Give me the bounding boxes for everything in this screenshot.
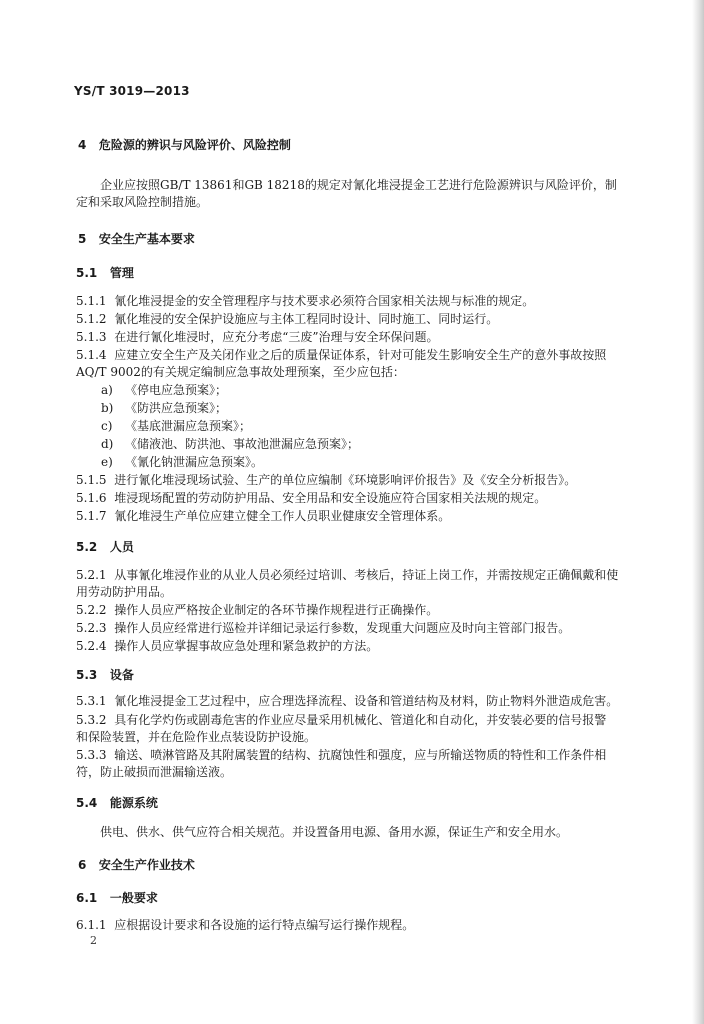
clause-5-1-4-line-1 — [76, 348, 606, 363]
clause-text: 应建立安全生产及关闭作业之后的质量保证体系，针对可能发生影响安全生产的意外事故按照 — [114, 348, 607, 362]
clause-text: 操作人员应经常进行巡检并详细记录运行参数，发现重大问题应及时向主管部门报告。 — [114, 621, 571, 635]
clause-6-1-1 — [76, 918, 414, 933]
section-title: 危险源的辨识与风险评价、风险控制 — [98, 138, 291, 152]
section-number: 5.3 — [76, 668, 98, 682]
clause-5-2-1-line-1 — [76, 568, 618, 583]
clause-5-2-4 — [76, 639, 378, 654]
section-5-heading — [78, 232, 195, 247]
clause-5-2-3 — [76, 621, 570, 636]
section-title: 人员 — [109, 540, 134, 554]
paragraph-5-4: 供电、供水、供气应符合相关规范。并设置备用电源、备用水源，保证生产和安全用水。 — [100, 825, 569, 839]
list-item-text: 《基底泄漏应急预案》； — [125, 419, 252, 433]
section-number: 5.1 — [76, 266, 98, 280]
section-5-3-heading — [76, 668, 134, 683]
list-item-text: 《停电应急预案》； — [125, 383, 228, 397]
clause-number: 5.2.3 — [76, 621, 107, 635]
clause-number: 5.1.7 — [76, 509, 107, 523]
standard-code-header: YS/T 3019—2013 — [74, 84, 190, 98]
clause-number: 5.1.6 — [76, 491, 107, 505]
clause-text: 操作人员应掌握事故应急处理和紧急救护的方法。 — [114, 639, 379, 653]
clause-5-3-2-line-1 — [76, 713, 606, 728]
clause-number: 5.3.1 — [76, 694, 107, 708]
clause-number: 5.1.3 — [76, 330, 107, 344]
clause-number: 5.1.1 — [76, 294, 107, 308]
section-number: 5.4 — [76, 796, 98, 810]
clause-5-3-2-line-2: 和保险装置，并在危险作业点装设防护设施。 — [76, 730, 317, 744]
list-item-text: 《氰化钠泄漏应急预案》。 — [125, 455, 264, 469]
clause-text: 从事氰化堆浸作业的从业人员必须经过培训、考核后，持证上岗工作，并需按规定正确佩戴和使 — [114, 568, 619, 582]
clause-text: 具有化学灼伤或剧毒危害的作业应尽量采用机械化、管道化和自动化，并安装必要的信号报警 — [114, 713, 607, 727]
clause-5-1-1 — [76, 294, 534, 309]
clause-number: 5.2.4 — [76, 639, 107, 653]
paragraph-4-line-2: 定和采取风险控制措施。 — [76, 195, 209, 209]
clause-number: 5.1.2 — [76, 312, 107, 326]
clause-5-3-1 — [76, 694, 618, 709]
section-number: 6 — [78, 858, 87, 872]
section-number: 4 — [78, 138, 87, 152]
list-item — [101, 401, 227, 416]
section-5-4-heading — [76, 796, 158, 811]
clause-text: 在进行氰化堆浸时，应充分考虑“三废”治理与安全环保问题。 — [114, 330, 439, 344]
clause-5-1-2 — [76, 312, 498, 327]
section-title: 设备 — [109, 668, 134, 682]
section-number: 5 — [78, 232, 87, 246]
clause-5-1-6 — [76, 491, 546, 506]
list-item-text: 《储液池、防洪池、事故池泄漏应急预案》； — [125, 437, 360, 451]
clause-5-3-3-line-2: 符，防止破损而泄漏输送液。 — [76, 765, 233, 779]
clause-5-1-7 — [76, 509, 450, 524]
clause-5-2-2 — [76, 603, 438, 618]
page-number: 2 — [90, 934, 97, 947]
clause-number: 5.2.2 — [76, 603, 107, 617]
section-number: 6.1 — [76, 891, 98, 905]
section-title: 能源系统 — [109, 796, 158, 810]
section-6-1-heading — [76, 891, 158, 906]
section-5-2-heading — [76, 540, 134, 555]
clause-text: 操作人员应严格按企业制定的各环节操作规程进行正确操作。 — [114, 603, 439, 617]
clause-number: 6.1.1 — [76, 918, 107, 932]
clause-number: 5.1.5 — [76, 473, 107, 487]
list-marker: b) — [101, 401, 114, 415]
paragraph-4-line-1: 企业应按照GB/T 13861和GB 18218的规定对氰化堆浸提金工艺进行危险源辨识与风险评价，制 — [100, 178, 617, 192]
clause-text: 氰化堆浸的安全保护设施应与主体工程同时设计、同时施工、同时运行。 — [114, 312, 499, 326]
list-marker: c) — [101, 419, 113, 433]
section-6-heading — [78, 858, 195, 873]
clause-5-2-1-line-2: 用劳动防护用品。 — [76, 585, 173, 599]
clause-text: 输送、喷淋管路及其附属装置的结构、抗腐蚀性和强度，应与所输送物质的特性和工作条件相 — [114, 748, 607, 762]
clause-text: 氰化堆浸生产单位应建立健全工作人员职业健康安全管理体系。 — [114, 509, 451, 523]
list-item — [101, 455, 263, 470]
clause-number: 5.3.2 — [76, 713, 107, 727]
clause-5-1-4-line-2: AQ/T 9002的有关规定编制应急事故处理预案，至少应包括： — [76, 365, 405, 379]
list-item-text: 《防洪应急预案》； — [125, 401, 228, 415]
clause-5-1-3 — [76, 330, 438, 345]
list-marker: d) — [101, 437, 114, 451]
section-title: 管理 — [109, 266, 134, 280]
section-number: 5.2 — [76, 540, 98, 554]
section-4-heading — [78, 138, 291, 153]
page-edge-shadow — [692, 0, 704, 1024]
clause-text: 堆浸现场配置的劳动防护用品、安全用品和安全设施应符合国家相关法规的规定。 — [114, 491, 547, 505]
clause-text: 氰化堆浸提金的安全管理程序与技术要求必须符合国家相关法规与标准的规定。 — [114, 294, 535, 308]
list-item — [101, 383, 227, 398]
clause-number: 5.3.3 — [76, 748, 107, 762]
clause-text: 氰化堆浸提金工艺过程中，应合理选择流程、设备和管道结构及材料，防止物料外泄造成危害。 — [114, 694, 619, 708]
clause-text: 进行氰化堆浸现场试验、生产的单位应编制《环境影响评价报告》及《安全分析报告》。 — [114, 473, 577, 487]
clause-text: 应根据设计要求和各设施的运行特点编写运行操作规程。 — [114, 918, 415, 932]
section-title: 安全生产作业技术 — [98, 858, 195, 872]
list-marker: e) — [101, 455, 113, 469]
clause-5-1-5 — [76, 473, 576, 488]
section-title: 一般要求 — [109, 891, 158, 905]
list-marker: a) — [101, 383, 113, 397]
clause-number: 5.2.1 — [76, 568, 107, 582]
clause-5-3-3-line-1 — [76, 748, 606, 763]
list-item — [101, 437, 359, 452]
section-5-1-heading — [76, 266, 134, 281]
section-title: 安全生产基本要求 — [98, 232, 195, 246]
list-item — [101, 419, 251, 434]
clause-number: 5.1.4 — [76, 348, 107, 362]
